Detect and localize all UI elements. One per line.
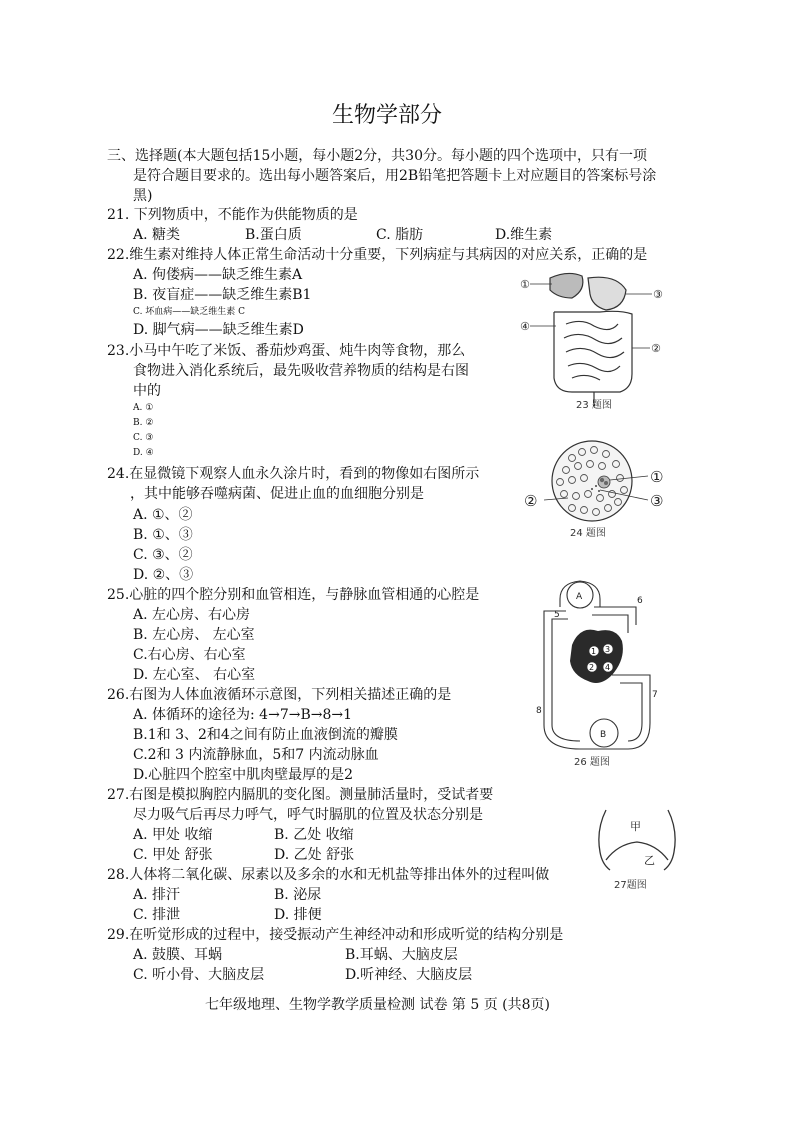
q23-option-c: C. ③ (133, 433, 154, 443)
fig23-digestive-system (520, 268, 670, 414)
fig24-blood-smear (520, 436, 670, 540)
q25-stem: 25.心脏的四个腔分别和血管相连，与静脉血管相通的心腔是 (107, 587, 480, 603)
fig23-small-intestine (564, 321, 624, 380)
q25-option-c: C.右心房、右心室 (133, 647, 246, 663)
q22-stem: 22.维生素对维持人体正常生命活动十分重要，下列病症与其病因的对应关系，正确的是 (107, 247, 648, 263)
q24-option-b: B. ①、③ (133, 527, 193, 543)
fig27-label-jia: 甲 (630, 820, 641, 833)
q25-option-a: A. 左心房、右心房 (133, 607, 251, 623)
fig24-label-2: ② (524, 492, 538, 510)
fig26-label-1: 1 (591, 647, 597, 656)
fig27-diaphragm-model (592, 800, 682, 892)
fig27-diaphragm (606, 842, 668, 860)
q23-option-b: B. ② (133, 418, 154, 428)
q25-option-d: D. 左心室、 右心室 (133, 667, 256, 683)
fig23-caption: 23 题图 (576, 400, 612, 411)
q24-option-d: D. ②、③ (133, 567, 194, 583)
q26-option-b: B.1和 3、2和4之间有防止血液倒流的瓣膜 (133, 727, 398, 743)
q27-option-d: D. 乙处 舒张 (274, 847, 355, 863)
q24-option-a: A. ①、② (133, 507, 193, 523)
q28-option-c: C. 排泄 (133, 907, 181, 923)
fig26-label-8: 8 (536, 706, 542, 716)
q21-option-a: A. 糖类 (133, 227, 181, 243)
fig26-label-2: 2 (589, 663, 595, 672)
fig26-caption: 26 题图 (574, 757, 610, 767)
section-instruction-line2: 是符合题目要求的。选出每小题答案后，用2B铅笔把答题卡上对应题目的答案标号涂 (133, 168, 657, 184)
q21-stem: 21. 下列物质中，不能作为供能物质的是 (107, 207, 358, 223)
fig26-label-4: 4 (605, 663, 611, 672)
q29-option-b: B.耳蜗、大脑皮层 (345, 947, 458, 963)
q22-option-a: A. 佝偻病——缺乏维生素A (133, 267, 303, 283)
fig24-label-1: ① (650, 468, 664, 486)
page-title: 生物学部分 (332, 103, 443, 128)
q24-stem-line1: 24.在显微镜下观察人血永久涂片时，看到的物像如右图所示 (107, 466, 480, 482)
fig26-label-A: A (576, 592, 583, 602)
section-instruction-line3: 黑) (133, 188, 153, 204)
q23-option-a: A. ① (133, 403, 154, 413)
page-footer: 七年级地理、生物学教学质量检测 试卷 第 5 页 (共8页) (205, 997, 550, 1013)
q21-option-b: B.蛋白质 (245, 227, 302, 243)
fig26-blood-circulation (524, 575, 666, 767)
q22-option-b: B. 夜盲症——缺乏维生素B1 (133, 287, 312, 303)
fig24-white-blood-cell (598, 476, 610, 488)
q23-stem-line1: 23.小马中午吃了米饭、番茄炒鸡蛋、炖牛肉等食物，那么 (107, 343, 466, 359)
fig23-liver (550, 273, 583, 298)
q27-option-a: A. 甲处 收缩 (133, 827, 213, 843)
q21-option-d: D.维生素 (495, 227, 553, 243)
fig26-label-B: B (600, 730, 607, 740)
fig23-label-1: ① (520, 278, 530, 291)
q24-option-c: C. ③、② (133, 547, 193, 563)
q23-option-d: D. ④ (133, 448, 154, 458)
fig26-label-7: 7 (652, 690, 658, 700)
q27-stem-line2: 尽力吸气后再尽力呼气，呼气时膈肌的位置及状态分别是 (133, 807, 483, 823)
q24-stem-line2: ，其中能够吞噬病菌、促进止血的血细胞分别是 (130, 486, 424, 502)
q28-option-b: B. 泌尿 (274, 887, 322, 903)
q23-stem-line2: 食物进入消化系统后，最先吸收营养物质的结构是右图 (133, 363, 469, 379)
q29-option-c: C. 听小骨、大脑皮层 (133, 967, 265, 983)
fig23-label-4: ④ (520, 320, 530, 333)
q26-stem: 26.右图为人体血液循环示意图，下列相关描述正确的是 (107, 687, 452, 703)
q26-option-d: D.心脏四个腔室中肌肉壁最厚的是2 (133, 767, 354, 783)
q25-option-b: B. 左心房、 左心室 (133, 627, 255, 643)
fig26-label-3: 3 (605, 645, 611, 654)
q28-option-d: D. 排便 (274, 907, 322, 923)
q28-stem: 28.人体将二氧化碳、尿素以及多余的水和无机盐等排出体外的过程叫做 (107, 867, 550, 883)
q29-option-d: D.听神经、大脑皮层 (345, 967, 473, 983)
q29-stem: 29.在听觉形成的过程中，接受振动产生神经冲动和形成听觉的结构分别是 (107, 927, 564, 943)
q22-option-d: D. 脚气病——缺乏维生素D (133, 322, 304, 338)
q21-option-c: C. 脂肪 (376, 227, 424, 243)
q27-stem-line1: 27.右图是模拟胸腔内膈肌的变化图。测量肺活量时，受试者要 (107, 787, 494, 803)
fig24-label-3: ③ (650, 492, 664, 510)
fig26-label-5: 5 (554, 610, 560, 620)
q23-stem-line3: 中的 (133, 383, 161, 399)
fig27-label-yi: 乙 (644, 854, 655, 867)
fig23-label-2: ② (651, 342, 661, 355)
q27-option-b: B. 乙处 收缩 (274, 827, 354, 843)
q29-option-a: A. 鼓膜、耳蜗 (133, 947, 223, 963)
fig26-label-6: 6 (637, 596, 643, 606)
fig27-caption: 27题图 (614, 880, 647, 891)
section-instruction-line1: 三、选择题(本大题包括15小题，每小题2分，共30分。每小题的四个选项中，只有一项 (107, 148, 647, 164)
fig24-caption: 24 题图 (570, 528, 606, 539)
fig23-stomach (588, 277, 626, 310)
q22-option-c: C. 坏血病——缺乏维生素 C (133, 307, 246, 317)
q26-option-a: A. 体循环的途径为: 4→7→B→8→1 (133, 707, 353, 723)
q26-option-c: C.2和 3 内流静脉血，5和7 内流动脉血 (133, 747, 379, 763)
fig27-chest-wall (599, 810, 675, 870)
q27-option-c: C. 甲处 舒张 (133, 847, 213, 863)
fig23-label-3: ③ (653, 288, 663, 301)
q28-option-a: A. 排汗 (133, 887, 181, 903)
